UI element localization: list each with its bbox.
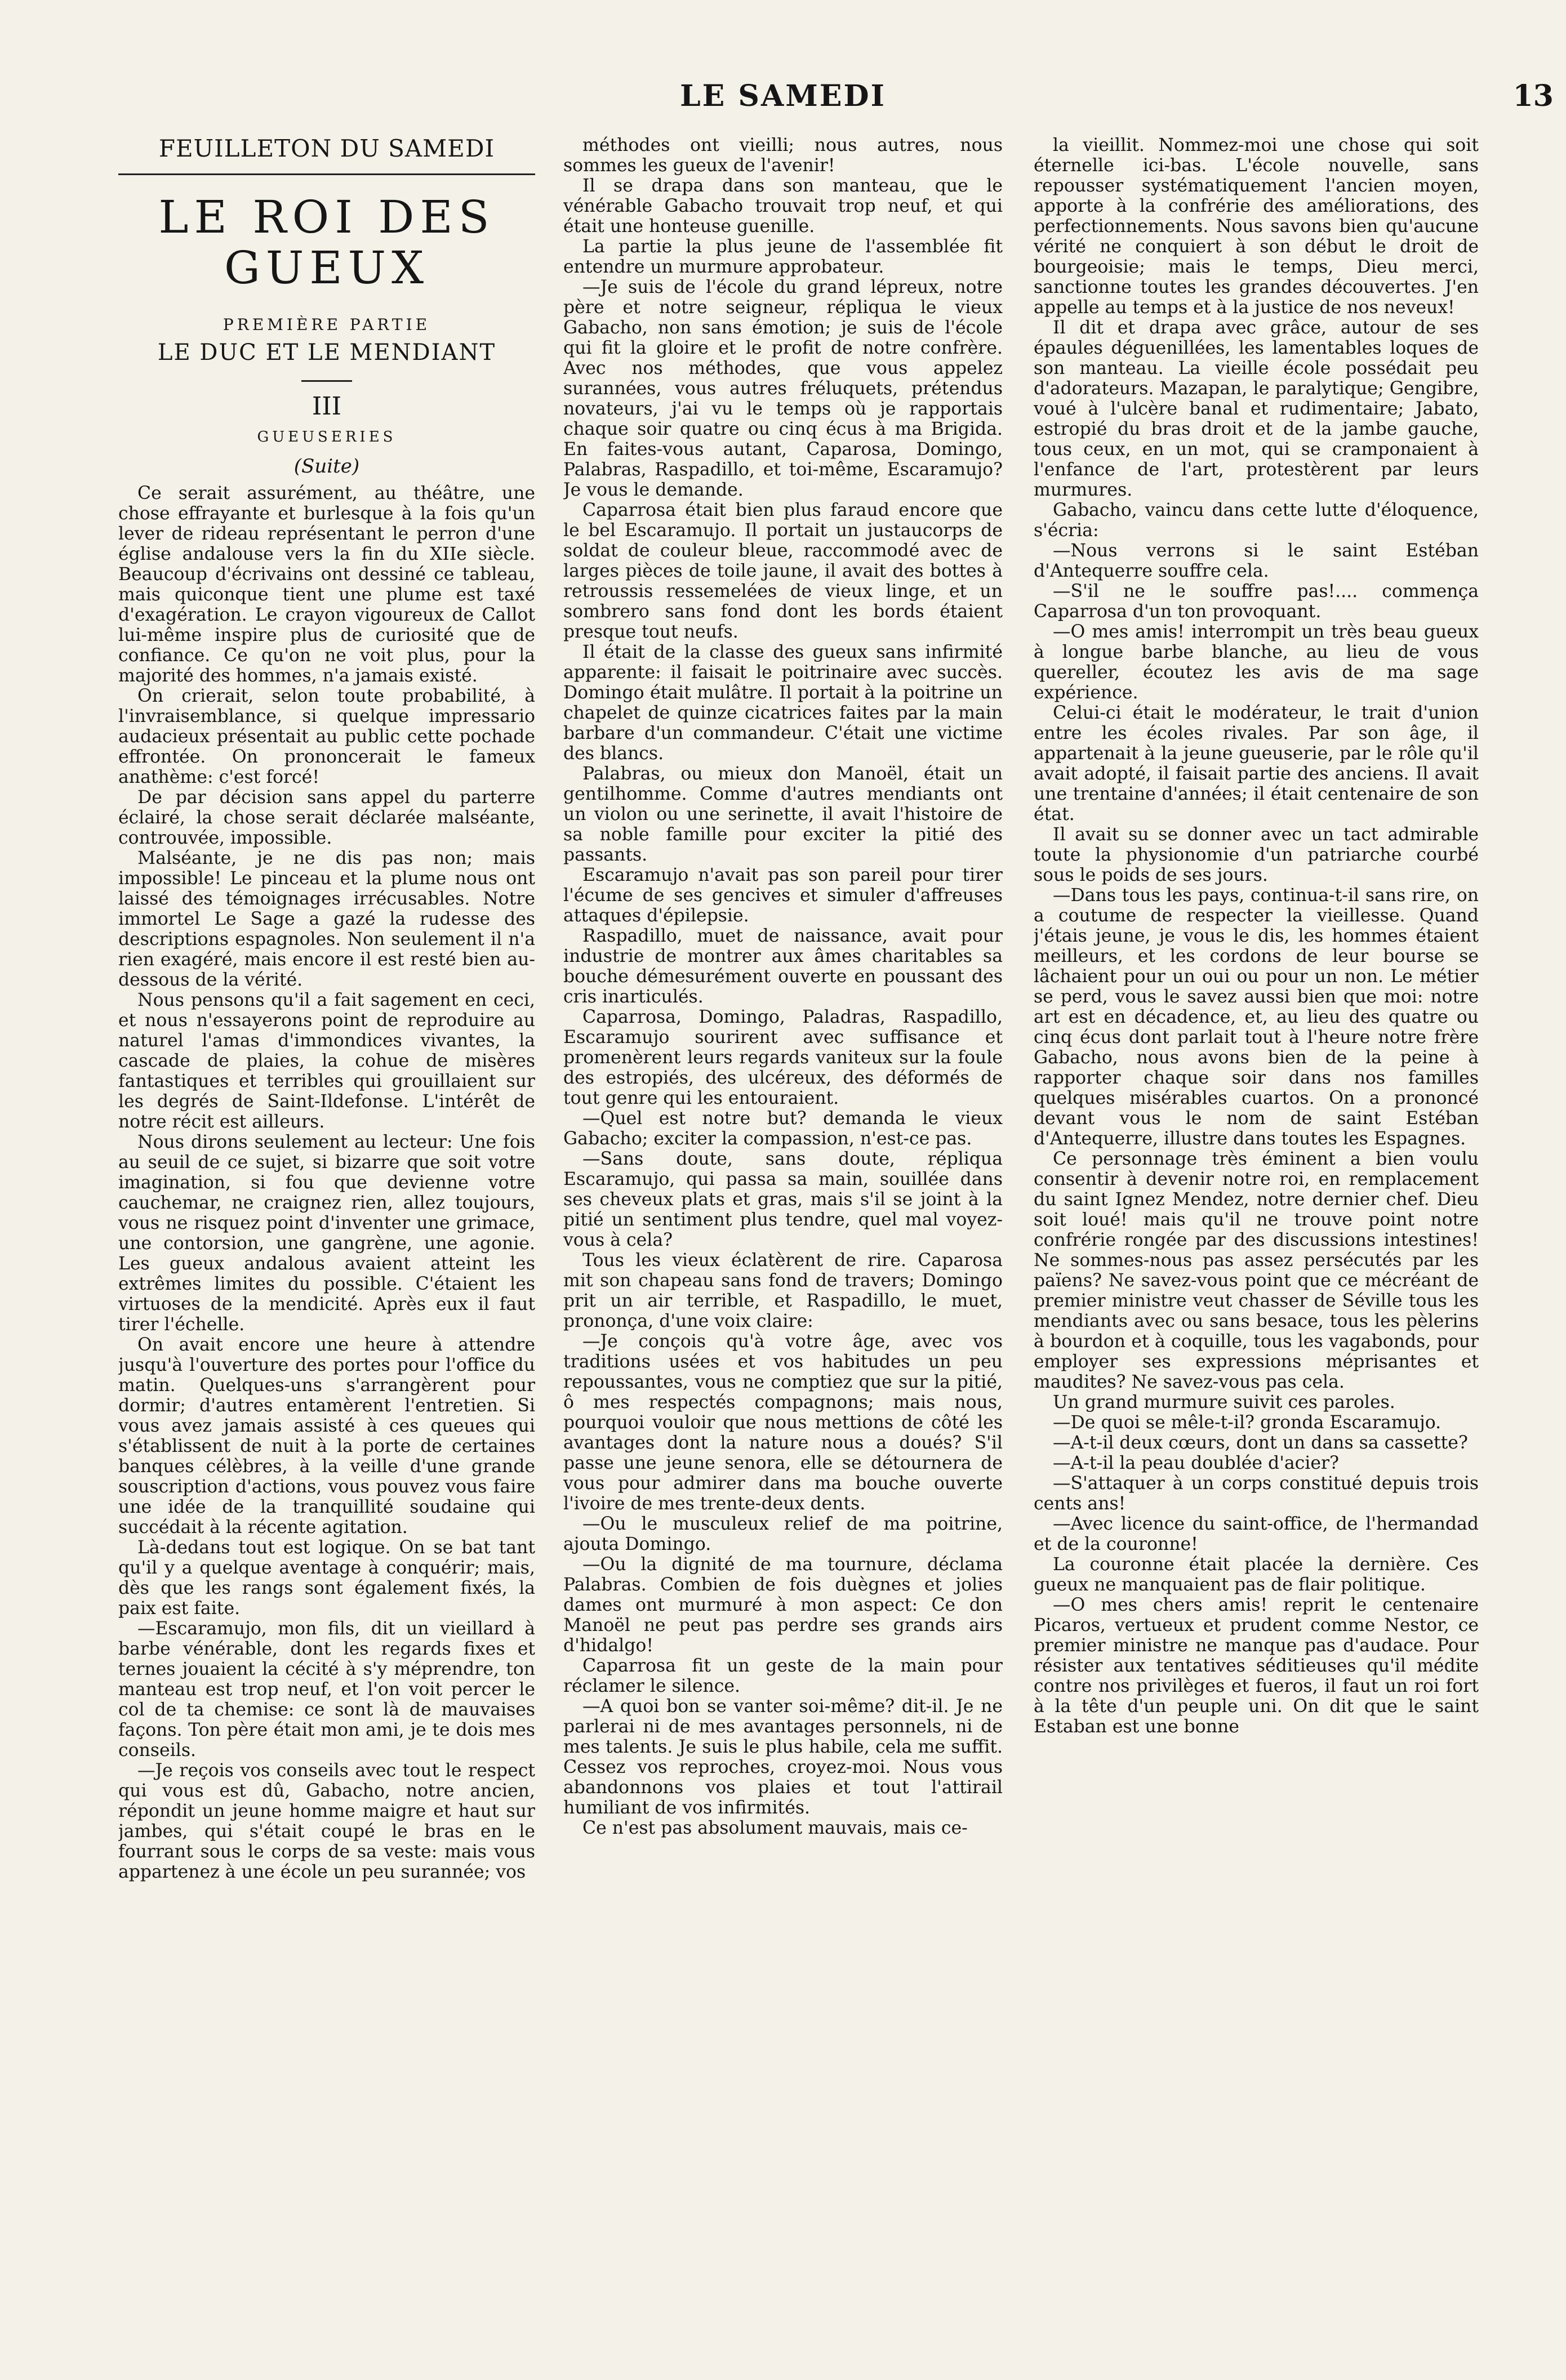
- paragraph: Il était de la classe des gueux sans infirmité apparente: il faisait le poitrinaire avec succès. Domingo était mulâtre. Il portait à la poitrine un chapelet de quinze cicatrices faites par la main barbare d'un commandeur. C'était une victime des blancs.: [563, 642, 1003, 764]
- paragraph: la vieillit. Nommez-moi une chose qui soit éternelle ici-bas. L'école nouvelle, sans repousser systématiquement l'ancien moyen, apporte à la confrérie des améliorations, des perfectionnements. Nous savons bien qu'aucune vérité ne conquiert à son début le droit de bourgeoisie; mais le temps, Dieu merci, sanctionne toutes les grandes découvertes. J'en appelle au temps et à la justice de nos neveux!: [1034, 135, 1479, 318]
- paragraph: —A quoi bon se vanter soi-même? dit-il. Je ne parlerai ni de mes avantages personnels, ni de mes talents. Je suis le plus habile, cela me suffit. Cessez vos reproches, croyez-moi. Nous vous abandonnons vos plaies et tout l'attirail humiliant de vos infirmités.: [563, 1696, 1003, 1818]
- paragraph: Raspadillo, muet de naissance, avait pour industrie de montrer aux âmes charitables sa bouche démesurément ouverte en poussant des cris inarticulés.: [563, 926, 1003, 1007]
- paragraph: —A-t-il la peau doublée d'acier?: [1053, 1453, 1339, 1473]
- paragraph: —De quoi se mêle-t-il? gronda Escaramujo.: [1053, 1412, 1442, 1433]
- paragraph: Un grand murmure suivit ces paroles.: [1053, 1392, 1395, 1412]
- paragraph: Il dit et drapa avec grâce, autour de ses épaules déguenillées, les lamentables loques de son manteau. La vieille école possédait peu d'adorateurs. Mazapan, le paralytique; Gengibre, voué à l'ulcère banal et rudimentaire; Jabato, estropié du bras droit et de la jambe gauche, tous ceux, en un mot, qui se cramponaient à l'enfance de l'art, protestèrent par leurs murmures.: [1034, 318, 1479, 500]
- column-2-text: [563, 135, 1003, 1838]
- column-2: [563, 135, 1003, 2343]
- paragraph: Il avait su se donner avec un tact admirable toute la physionomie d'un patriarche courbé sous le poids de ses jours.: [1034, 824, 1479, 885]
- paragraph: —Sans doute, sans doute, répliqua Escaramujo, qui passa sa main, souillée dans ses cheveux plats et gras, mais s'il se joint à la pitié un sentiment plus tendre, quel mal voyez-vous à cela?: [563, 1149, 1003, 1250]
- paragraph: Palabras, ou mieux don Manoël, était un gentilhomme. Comme d'autres mendiants ont un violon ou une serinette, il avait l'histoire de sa noble famille pour exciter la pitié des passants.: [563, 764, 1003, 865]
- paragraph: —Ou la dignité de ma tournure, déclama Palabras. Combien de fois duègnes et jolies dames ont murmuré à mon aspect: Ce don Manoël ne peut pas perdre ses grands airs d'hidalgo!: [563, 1554, 1003, 1656]
- paragraph: La couronne était placée la dernière. Ces gueux ne manquaient pas de flair politique.: [1034, 1554, 1479, 1595]
- paragraph: —Je reçois vos conseils avec tout le respect qui vous est dû, Gabacho, notre ancien, répondit un jeune homme maigre et haut sur jambes, qui s'était coupé le bras en le fourrant sous le corps de sa veste: mais vous appartenez à une école un peu surannée; vos: [118, 1761, 535, 1882]
- paragraph: —Je conçois qu'à votre âge, avec vos traditions usées et vos habitudes un peu repoussantes, vous ne comptiez que sur la pitié, ô mes respectés compagnons; mais nous, pourquoi vouloir que nous mettions de côté les avantages dont la nature nous a doués? S'il passe une jeune senora, elle se détournera de vous pour admirer dans ma bouche ouverte l'ivoire de mes trente-deux dents.: [563, 1331, 1003, 1514]
- paragraph: —Je suis de l'école du grand lépreux, notre père et notre seigneur, répliqua le vieux Gabacho, non sans émotion; je suis de l'école qui fit la gloire et le profit de notre confrère. Avec nos méthodes, que vous appelez surannées, vous autres fréluquets, prétendus novateurs, j'ai vu le temps où je rapportais chaque soir quatre ou cinq écus à ma Brigida. En faites-vous autant, Caparosa, Domingo, Palabras, Raspadillo, et toi-même, Escaramujo? Je vous le demande.: [563, 277, 1003, 500]
- paragraph: —Dans tous les pays, continua-t-il sans rire, on a coutume de respecter la vieillesse. Quand j'étais jeune, je vous le dis, les hommes étaient meilleurs, et les cordons de leur bourse se lâchaient pour un oui ou pour un non. Le métier se perd, vous le savez aussi bien que moi: notre art est en décadence, et, au lieu des quatre ou cinq écus dont parlait tout à l'heure notre frère Gabacho, nous avons bien de la peine à rapporter chaque soir dans nos familles quelques misérables cuartos. On a prononcé devant vous le nom de saint Estéban d'Antequerre, illustre dans toutes les Espagnes.: [1034, 885, 1479, 1149]
- paragraph: Escaramujo n'avait pas son pareil pour tirer l'écume de ses gencives et simuler d'affreuses attaques d'épilepsie.: [563, 865, 1003, 926]
- paragraph: —A-t-il deux cœurs, dont un dans sa cassette?: [1053, 1433, 1468, 1453]
- paragraph: Là-dedans tout est logique. On se bat tant qu'il y a quelque aventage à conquérir; mais, dès que les rangs sont également fixés, la paix est faite.: [118, 1537, 535, 1619]
- paragraph: —O mes chers amis! reprit le centenaire Picaros, vertueux et prudent comme Nestor, ce premier ministre ne manque pas d'audace. Pour résister aux tentatives séditieuses qu'il médite contre nos privilèges et fueros, il faut un roi fort à la tête d'un peuple uni. On dit que le saint Estaban est une bonne: [1034, 1595, 1479, 1737]
- paragraph: Nous dirons seulement au lecteur: Une fois au seuil de ce sujet, si bizarre que soit votre imagination, si fou que devienne votre cauchemar, ne craignez rien, allez toujours, vous ne risquez point d'inventer une grimace, une contorsion, une gangrène, une agonie. Les gueux andalous avaient atteint les extrêmes limites du possible. C'étaient les virtuoses de la mendicité. Après eux il faut tirer l'échelle.: [118, 1132, 535, 1335]
- column-1-text: [118, 483, 535, 1882]
- paragraph: Celui-ci était le modérateur, le trait d'union entre les écoles rivales. Par son âge, il appartenait à la jeune gueuserie, par le rôle qu'il avait adopté, il faisait partie des anciens. Il avait une trentaine d'années; il était centenaire de son état.: [1034, 703, 1479, 824]
- paragraph: On crierait, selon toute probabilité, à l'invraisemblance, si quelque impressario audacieux présentait au public cette pochade effrontée. On prononcerait le fameux anathème: c'est forcé!: [118, 686, 535, 787]
- part-label: PREMIÈRE PARTIE: [223, 315, 431, 334]
- feuilleton-header: FEUILLETON DU SAMEDI: [158, 135, 495, 162]
- paragraph: —S'attaquer à un corps constitué depuis trois cents ans!: [1034, 1473, 1479, 1514]
- paragraph: Il se drapa dans son manteau, que le vénérable Gabacho trouvait trop neuf, et qui était une honteuse guenille.: [563, 176, 1003, 237]
- page-number: 13: [1512, 79, 1554, 113]
- continuation-label: (Suite): [293, 455, 360, 478]
- paragraph: méthodes ont vieilli; nous autres, nous sommes les gueux de l'avenir!: [563, 135, 1003, 176]
- paragraph: Ce serait assurément, au théâtre, une chose effrayante et burlesque à la fois qu'un lever de rideau représentant le perron d'une église andalouse vers la fin du XIIe siècle. Beaucoup d'écrivains ont dessiné ce tableau, mais quiconque tient une plume est taxé d'exagération. Le crayon vigoureux de Callot lui-même inspire plus de curiosité que de confiance. Ce qu'on ne voit plus, pour la majorité des hommes, n'a jamais existé.: [118, 483, 535, 686]
- paragraph: —Escaramujo, mon fils, dit un vieillard à barbe vénérable, dont les regards fixes et ternes jouaient la cécité à s'y méprendre, ton manteau est trop neuf, et l'on voit percer le col de ta chemise: ce sont là de mauvaises façons. Ton père était mon ami, je te dois mes conseils.: [118, 1619, 535, 1761]
- column-1: [118, 135, 535, 2343]
- paragraph: Malséante, je ne dis pas non; mais impossible! Le pinceau et la plume nous ont laissé des témoignages irrécusables. Notre immortel Le Sage a gazé la rudesse des descriptions espagnoles. Non seulement il n'a rien exagéré, mais encore il est resté bien au-dessous de la vérité.: [118, 848, 535, 990]
- paragraph: On avait encore une heure à attendre jusqu'à l'ouverture des portes pour l'office du matin. Quelques-uns s'arrangèrent pour dormir; d'autres entamèrent l'entretien. Si vous avez jamais assisté à ces queues qui s'établissent de nuit à la porte de certaines banques célèbres, à la veille d'une grande souscription d'actions, vous pouvez vous faire une idée de la tranquillité soudaine qui succédait à la récente agitation.: [118, 1335, 535, 1537]
- paragraph: —Quel est notre but? demanda le vieux Gabacho; exciter la compassion, n'est-ce pas.: [563, 1108, 1003, 1149]
- paragraph: Ce n'est pas absolument mauvais, mais ce-: [582, 1818, 968, 1838]
- column-3: [1034, 135, 1479, 2343]
- paragraph: —S'il ne le souffre pas!.... commença Caparrosa d'un ton provoquant.: [1034, 581, 1479, 622]
- paragraph: —Ou le musculeux relief de ma poitrine, ajouta Domingo.: [563, 1514, 1003, 1554]
- paragraph: Caparrosa fit un geste de la main pour réclamer le silence.: [563, 1656, 1003, 1696]
- chapter-title: GUEUSERIES: [257, 429, 397, 445]
- paragraph: Gabacho, vaincu dans cette lutte d'éloquence, s'écria:: [1034, 500, 1479, 541]
- paragraph: Caparrosa, Domingo, Paladras, Raspadillo, Escaramujo sourirent avec suffisance et promenèrent leurs regards vaniteux sur la foule des estropiés, des ulcéreux, des déformés de tout genre qui les entouraient.: [563, 1007, 1003, 1108]
- section-rule: [301, 380, 352, 382]
- paragraph: La partie la plus jeune de l'assemblée fit entendre un murmure approbateur.: [563, 237, 1003, 277]
- column-3-text: [1034, 135, 1479, 1737]
- paragraph: De par décision sans appel du parterre éclairé, la chose serait déclarée malséante, controuvée, impossible.: [118, 787, 535, 848]
- chapter-number: III: [312, 392, 342, 421]
- paragraph: —Avec licence du saint-office, de l'hermandad et de la couronne!: [1034, 1514, 1479, 1554]
- running-title: LE SAMEDI: [680, 79, 886, 113]
- header-rule: [118, 173, 535, 175]
- paragraph: Caparrosa était bien plus faraud encore que le bel Escaramujo. Il portait un justaucorps de soldat de couleur bleue, raccommodé avec de larges pièces de toile jaune, il avait des bottes à retroussis ressemelées de vieux linge, et un sombrero sans fond dont les bords étaient presque tout neufs.: [563, 500, 1003, 642]
- paragraph: Nous pensons qu'il a fait sagement en ceci, et nous n'essayerons point de reproduire au naturel l'amas d'immondices vivantes, la cascade de plaies, la cohue de misères fantastiques et terribles qui grouillaient sur les degrés de Saint-Ildefonse. L'intérêt de notre récit est ailleurs.: [118, 990, 535, 1132]
- part-subtitle: LE DUC ET LE MENDIANT: [157, 340, 496, 366]
- paragraph: —Nous verrons si le saint Estéban d'Antequerre souffre cela.: [1034, 541, 1479, 581]
- paragraph: Tous les vieux éclatèrent de rire. Caparosa mit son chapeau sans fond de travers; Domingo prit un air terrible, et Raspadillo, le muet, prononça, d'une voix claire:: [563, 1250, 1003, 1331]
- paragraph: Ce personnage très éminent a bien voulu consentir à devenir notre roi, en remplacement du saint Ignez Mendez, notre dernier chef. Dieu soit loué! mais qu'il ne trouve point notre confrérie rongée par des discussions intestines! Ne sommes-nous pas assez persécutés par les païens? Ne savez-vous point que ce mécréant de premier ministre veut chasser de Séville tous les mendiants avec ou sans besace, tous les pèlerins à bourdon et à coquille, tous les vagabonds, pour employer ses expressions méprisantes et maudites? Ne savez-vous pas cela.: [1034, 1149, 1479, 1392]
- paragraph: —O mes amis! interrompit un très beau gueux à longue barbe blanche, au lieu de vous quereller, écoutez les avis de ma sage expérience.: [1034, 622, 1479, 703]
- serial-title: LE ROI DES GUEUX: [158, 191, 495, 294]
